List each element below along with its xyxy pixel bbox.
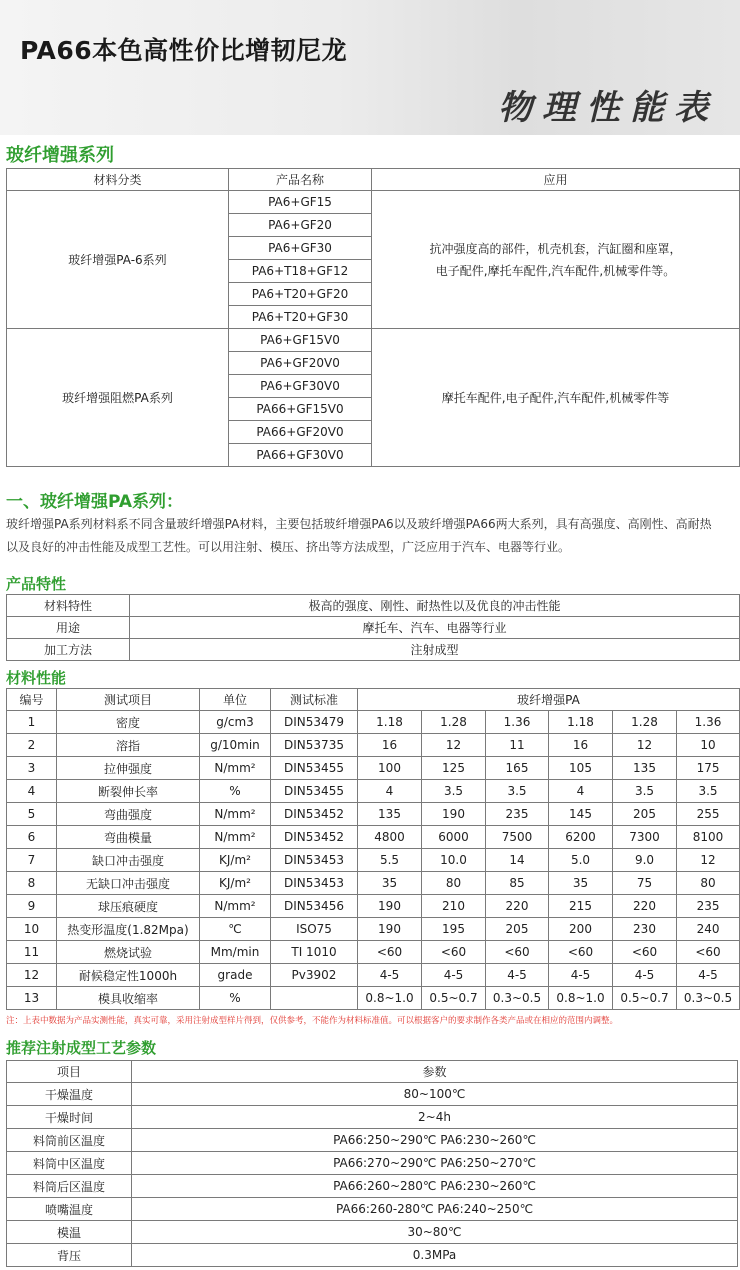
table-row [7, 1175, 738, 1198]
application-cell [372, 329, 740, 467]
cell-value: 4-5 [422, 964, 486, 987]
cell-value: 4-5 [358, 964, 422, 987]
cell-unit: % [200, 987, 271, 1010]
table-row [7, 1244, 738, 1267]
feature-value: 注射成型 [130, 639, 740, 661]
header-param: 参数 [132, 1061, 738, 1083]
product-cell: PA66+GF15V0 [229, 398, 372, 421]
cell-value: 10 [677, 734, 740, 757]
product-cell: PA6+GF15 [229, 191, 372, 214]
cell-value: 220 [486, 895, 549, 918]
cell-item: 无缺口冲击强度 [57, 872, 200, 895]
cell-standard: DIN53456 [271, 895, 358, 918]
cell-item: 热变形温度(1.82Mpa) [57, 918, 200, 941]
feature-value: 极高的强度、刚性、耐热性以及优良的冲击性能 [130, 595, 740, 617]
cell-value: <60 [549, 941, 613, 964]
cell-value: 165 [486, 757, 549, 780]
header-application: 应用 [372, 169, 740, 191]
cell-value: 220 [613, 895, 677, 918]
cell-no: 10 [7, 918, 57, 941]
header-product: 产品名称 [229, 169, 372, 191]
cell-value: 145 [549, 803, 613, 826]
feature-label: 用途 [7, 617, 130, 639]
cell-value: 16 [358, 734, 422, 757]
footnote: 注：上表中数据为产品实测性能，真实可靠，采用注射成型样片得到，仅供参考，不能作为材料标准值。可以根据客户的要求制作各类产品或在相应的范围内调整。 [6, 1016, 619, 1026]
cell-unit: % [200, 780, 271, 803]
cell-value: 35 [358, 872, 422, 895]
cell-value: 80 [677, 872, 740, 895]
table-row [7, 757, 740, 780]
cell-value: 190 [422, 803, 486, 826]
cell-no: 3 [7, 757, 57, 780]
process-table [6, 1060, 738, 1267]
cell-no: 13 [7, 987, 57, 1010]
cell-value: 100 [358, 757, 422, 780]
cell-value: 4 [358, 780, 422, 803]
cell-value: 135 [613, 757, 677, 780]
product-cell: PA6+GF30 [229, 237, 372, 260]
cell-value: 215 [549, 895, 613, 918]
feature-label: 材料特性 [7, 595, 130, 617]
cell-value: 3.5 [422, 780, 486, 803]
header-item: 测试项目 [57, 689, 200, 711]
cell-unit: g/cm3 [200, 711, 271, 734]
cell-item: 弯曲模量 [57, 826, 200, 849]
cell-value: 175 [677, 757, 740, 780]
cell-value: 125 [422, 757, 486, 780]
table-row [7, 872, 740, 895]
cell-unit: ℃ [200, 918, 271, 941]
process-label: 模温 [7, 1221, 132, 1244]
cell-value: <60 [677, 941, 740, 964]
process-value: PA66:270~290℃ PA6:250~270℃ [132, 1152, 738, 1175]
cell-value: 190 [358, 895, 422, 918]
process-label: 料筒中区温度 [7, 1152, 132, 1175]
cell-unit: KJ/m² [200, 849, 271, 872]
section1-line2: 以及良好的冲击性能及成型工艺性。可以用注射、模压、挤出等方法成型，广泛应用于汽车、电器等行业。 [6, 540, 571, 554]
cell-value: 190 [358, 918, 422, 941]
cell-value: 1.36 [486, 711, 549, 734]
cell-no: 9 [7, 895, 57, 918]
table-row [7, 918, 740, 941]
process-value: PA66:260~280℃ PA6:230~260℃ [132, 1175, 738, 1198]
cell-value: 4-5 [486, 964, 549, 987]
cell-no: 8 [7, 872, 57, 895]
cell-value: 7300 [613, 826, 677, 849]
cell-standard: DIN53455 [271, 757, 358, 780]
cell-value: 4-5 [549, 964, 613, 987]
cell-item: 断裂伸长率 [57, 780, 200, 803]
cell-value: 195 [422, 918, 486, 941]
cell-value: <60 [486, 941, 549, 964]
cell-value: 1.18 [549, 711, 613, 734]
cell-value: 1.18 [358, 711, 422, 734]
cell-value: 11 [486, 734, 549, 757]
cell-item: 拉伸强度 [57, 757, 200, 780]
cell-value: 85 [486, 872, 549, 895]
cell-value: 0.3~0.5 [486, 987, 549, 1010]
cell-standard: DIN53453 [271, 849, 358, 872]
table-row [7, 780, 740, 803]
series-table [6, 168, 740, 467]
process-value: 30~80℃ [132, 1221, 738, 1244]
process-value: PA66:250~290℃ PA6:230~260℃ [132, 1129, 738, 1152]
cell-standard: ISO75 [271, 918, 358, 941]
features-table [6, 594, 740, 661]
application-line: 摩托车配件,电子配件,汽车配件,机械零件等 [441, 391, 670, 405]
product-cell: PA6+GF20 [229, 214, 372, 237]
cell-value: 255 [677, 803, 740, 826]
process-label: 背压 [7, 1244, 132, 1267]
process-label: 干燥时间 [7, 1106, 132, 1129]
cell-no: 1 [7, 711, 57, 734]
header-material: 玻纤增强PA [358, 689, 740, 711]
cell-value: 4-5 [613, 964, 677, 987]
cell-value: 240 [677, 918, 740, 941]
product-cell: PA6+T20+GF20 [229, 283, 372, 306]
cell-unit: N/mm² [200, 803, 271, 826]
table-row [7, 849, 740, 872]
section1-heading: 一、玻纤增强PA系列： [6, 492, 184, 512]
table-row [7, 803, 740, 826]
section1-line1: 玻纤增强PA系列材料系不同含量玻纤增强PA材料，主要包括玻纤增强PA6以及玻纤增强PA66两大系列，具有高强度、高刚性、高耐热 [6, 517, 712, 531]
page-title: PA66本色高性价比增韧尼龙 [20, 36, 348, 65]
performance-table [6, 688, 740, 1010]
cell-value: 0.5~0.7 [422, 987, 486, 1010]
table-row [7, 1221, 738, 1244]
product-cell: PA66+GF30V0 [229, 444, 372, 467]
cell-value: 210 [422, 895, 486, 918]
cell-value: 9.0 [613, 849, 677, 872]
application-line: 抗冲强度高的部件，机壳机套，汽缸圈和座罩， [429, 241, 682, 256]
cell-value: 3.5 [486, 780, 549, 803]
cell-item: 溶指 [57, 734, 200, 757]
feature-label: 加工方法 [7, 639, 130, 661]
cell-standard: DIN53735 [271, 734, 358, 757]
cell-standard: TI 1010 [271, 941, 358, 964]
table-row [7, 1129, 738, 1152]
application-cell [372, 191, 740, 329]
table-row [7, 941, 740, 964]
cell-value: 4-5 [677, 964, 740, 987]
cell-no: 7 [7, 849, 57, 872]
process-label: 料筒前区温度 [7, 1129, 132, 1152]
cell-standard: DIN53453 [271, 872, 358, 895]
feature-value: 摩托车、汽车、电器等行业 [130, 617, 740, 639]
table-row [7, 711, 740, 734]
cell-value: 0.8~1.0 [549, 987, 613, 1010]
cell-value: 235 [677, 895, 740, 918]
cell-item: 耐候稳定性1000h [57, 964, 200, 987]
cell-standard: DIN53452 [271, 803, 358, 826]
cell-value: <60 [422, 941, 486, 964]
cell-value: 1.28 [613, 711, 677, 734]
cell-value: 35 [549, 872, 613, 895]
cell-unit: N/mm² [200, 826, 271, 849]
header-category: 材料分类 [7, 169, 229, 191]
product-cell: PA6+GF20V0 [229, 352, 372, 375]
banner-tag: 物理性能表 [498, 88, 718, 128]
process-heading: 推荐注射成型工艺参数 [6, 1039, 157, 1057]
header-banner [0, 0, 740, 135]
cell-standard: Pv3902 [271, 964, 358, 987]
product-cell: PA6+T18+GF12 [229, 260, 372, 283]
header-unit: 单位 [200, 689, 271, 711]
cell-value: 235 [486, 803, 549, 826]
header-standard: 测试标准 [271, 689, 358, 711]
cell-unit: KJ/m² [200, 872, 271, 895]
table-row [7, 987, 740, 1010]
category-cell: 玻纤增强PA-6系列 [7, 191, 229, 329]
table-row [7, 1198, 738, 1221]
table-row [7, 895, 740, 918]
cell-value: 0.5~0.7 [613, 987, 677, 1010]
process-value: 80~100℃ [132, 1083, 738, 1106]
product-cell: PA66+GF20V0 [229, 421, 372, 444]
cell-value: 4 [549, 780, 613, 803]
cell-standard: DIN53452 [271, 826, 358, 849]
cell-standard [271, 987, 358, 1010]
cell-item: 缺口冲击强度 [57, 849, 200, 872]
category-cell: 玻纤增强阻燃PA系列 [7, 329, 229, 467]
cell-standard: DIN53455 [271, 780, 358, 803]
cell-value: 0.3~0.5 [677, 987, 740, 1010]
cell-value: 205 [613, 803, 677, 826]
cell-value: 3.5 [613, 780, 677, 803]
product-cell: PA6+GF30V0 [229, 375, 372, 398]
product-cell: PA6+GF15V0 [229, 329, 372, 352]
cell-unit: N/mm² [200, 757, 271, 780]
table-row [7, 826, 740, 849]
cell-item: 球压痕硬度 [57, 895, 200, 918]
features-heading: 产品特性 [6, 575, 67, 593]
cell-no: 2 [7, 734, 57, 757]
cell-value: 6000 [422, 826, 486, 849]
process-label: 干燥温度 [7, 1083, 132, 1106]
header-no: 编号 [7, 689, 57, 711]
cell-value: 230 [613, 918, 677, 941]
table-row [7, 734, 740, 757]
cell-value: 5.0 [549, 849, 613, 872]
cell-unit: Mm/min [200, 941, 271, 964]
cell-value: 10.0 [422, 849, 486, 872]
cell-value: 1.28 [422, 711, 486, 734]
application-line: 电子配件,摩托车配件,汽车配件,机械零件等。 [435, 263, 676, 278]
cell-value: 8100 [677, 826, 740, 849]
table-row [7, 1083, 738, 1106]
cell-value: 5.5 [358, 849, 422, 872]
cell-no: 5 [7, 803, 57, 826]
cell-item: 密度 [57, 711, 200, 734]
performance-heading: 材料性能 [6, 669, 67, 687]
series-heading: 玻纤增强系列 [6, 145, 114, 166]
cell-value: 14 [486, 849, 549, 872]
cell-value: 3.5 [677, 780, 740, 803]
cell-value: <60 [613, 941, 677, 964]
cell-value: 205 [486, 918, 549, 941]
process-label: 料筒后区温度 [7, 1175, 132, 1198]
cell-item: 燃烧试验 [57, 941, 200, 964]
cell-value: 12 [677, 849, 740, 872]
cell-no: 6 [7, 826, 57, 849]
cell-value: <60 [358, 941, 422, 964]
cell-value: 12 [613, 734, 677, 757]
cell-value: 16 [549, 734, 613, 757]
cell-unit: grade [200, 964, 271, 987]
cell-item: 模具收缩率 [57, 987, 200, 1010]
cell-no: 4 [7, 780, 57, 803]
cell-unit: g/10min [200, 734, 271, 757]
cell-value: 75 [613, 872, 677, 895]
cell-value: 6200 [549, 826, 613, 849]
cell-value: 4800 [358, 826, 422, 849]
cell-value: 105 [549, 757, 613, 780]
cell-value: 80 [422, 872, 486, 895]
table-row [7, 964, 740, 987]
process-value: 2~4h [132, 1106, 738, 1129]
cell-value: 135 [358, 803, 422, 826]
cell-value: 200 [549, 918, 613, 941]
process-value: PA66:260-280℃ PA6:240~250℃ [132, 1198, 738, 1221]
cell-standard: DIN53479 [271, 711, 358, 734]
cell-no: 12 [7, 964, 57, 987]
product-cell: PA6+T20+GF30 [229, 306, 372, 329]
header-item: 项目 [7, 1061, 132, 1083]
process-label: 喷嘴温度 [7, 1198, 132, 1221]
cell-value: 7500 [486, 826, 549, 849]
cell-unit: N/mm² [200, 895, 271, 918]
cell-value: 12 [422, 734, 486, 757]
cell-value: 1.36 [677, 711, 740, 734]
table-row [7, 1106, 738, 1129]
cell-value: 0.8~1.0 [358, 987, 422, 1010]
table-row [7, 1152, 738, 1175]
cell-item: 弯曲强度 [57, 803, 200, 826]
process-value: 0.3MPa [132, 1244, 738, 1267]
cell-no: 11 [7, 941, 57, 964]
